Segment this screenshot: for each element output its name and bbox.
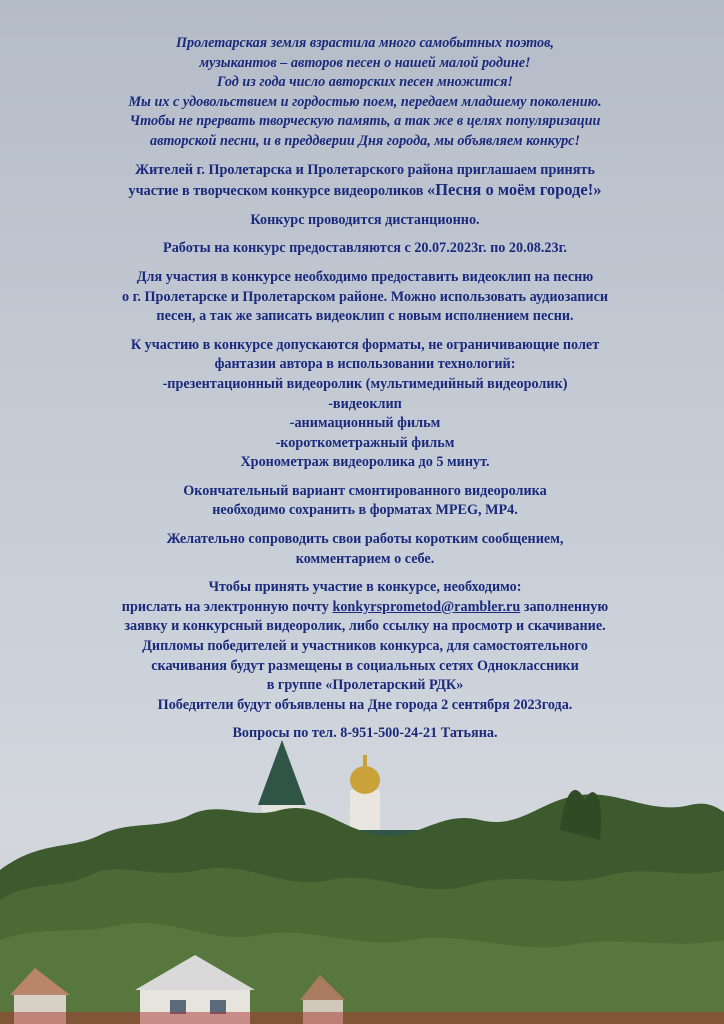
participation-line: Для участия в конкурсе необходимо предоставить видеоклип на песню (136, 268, 594, 285)
winners-line: Победители будут объявлены на Дне города 2 сентября 2023года. (157, 696, 573, 713)
invite-line (40, 180, 690, 202)
participation-line: песен, а так же записать видеоклип с новым исполнением песни. (156, 308, 574, 325)
format-item: -презентационный видеоролик (мультимедийный видеоролик) (162, 375, 568, 392)
contact-line: Вопросы по тел. 8-951-500-24-21 Татьяна. (232, 725, 498, 742)
howto-line: скачивания будут размещены в социальных сетях Одноклассники (151, 657, 579, 674)
duration-line: Хронометраж видеоролика до 5 минут. (240, 454, 490, 471)
message-line: комментарием о себе. (295, 550, 435, 567)
howto-line: заявку и конкурсный видеоролик, либо ссылку на просмотр и скачивание. (124, 618, 606, 635)
intro-line: Год из года число авторских песен множится! (217, 74, 513, 91)
howto-text: прислать на электронную почту (121, 598, 333, 615)
contest-title: «Песня о моём городе!» (426, 180, 602, 200)
invite-line: Жителей г. Пролетарска и Пролетарского района приглашаем принять (135, 161, 595, 178)
remote-notice: Конкурс проводится дистанционно. (250, 211, 480, 228)
format-item: -анимационный фильм (289, 415, 441, 432)
format-item: -видеоклип (328, 395, 402, 412)
announcement-text (40, 34, 690, 753)
howto-line (40, 598, 690, 618)
final-format-line: Окончательный вариант смонтированного видеоролика (183, 482, 547, 499)
intro-line: Пролетарская земля взрастила много самобытных поэтов, (176, 35, 554, 51)
email-link[interactable]: konkyrsprometod@rambler.ru (332, 598, 521, 615)
participation-line: о г. Пролетарске и Пролетарском районе. Можно использовать аудиозаписи (121, 288, 609, 305)
intro-block (40, 34, 690, 152)
intro-line: авторской песни, и в преддверии Дня города, мы объявляем конкурс! (150, 132, 580, 149)
howto-line: в группе «Пролетарский РДК» (266, 677, 464, 694)
howto-text: заполненную (520, 598, 609, 615)
howto-line: Дипломы победителей и участников конкурса, для самостоятельного (142, 638, 588, 655)
invite-text: участие в творческом конкурсе видеороликов (128, 183, 427, 200)
dates-notice: Работы на конкурс предоставляются с 20.07.2023г. по 20.08.23г. (163, 240, 567, 257)
intro-line: музыкантов – авторов песен о нашей малой родине! (199, 54, 531, 71)
formats-line: К участию в конкурсе допускаются форматы, не ограничивающие полет (130, 336, 600, 353)
intro-line: Чтобы не прервать творческую память, а так же в целях популяризации (129, 113, 601, 130)
message-line: Желательно сопроводить свои работы коротким сообщением, (166, 531, 564, 548)
intro-line: Мы их с удовольствием и гордостью поем, передаем младшему поколению. (128, 93, 602, 110)
final-format-line: необходимо сохранить в форматах MPEG, MP4. (212, 502, 518, 519)
formats-line: фантазии автора в использовании технологий: (214, 356, 516, 373)
howto-line: Чтобы принять участие в конкурсе, необходимо: (208, 579, 522, 596)
format-item: -короткометражный фильм (275, 434, 455, 451)
